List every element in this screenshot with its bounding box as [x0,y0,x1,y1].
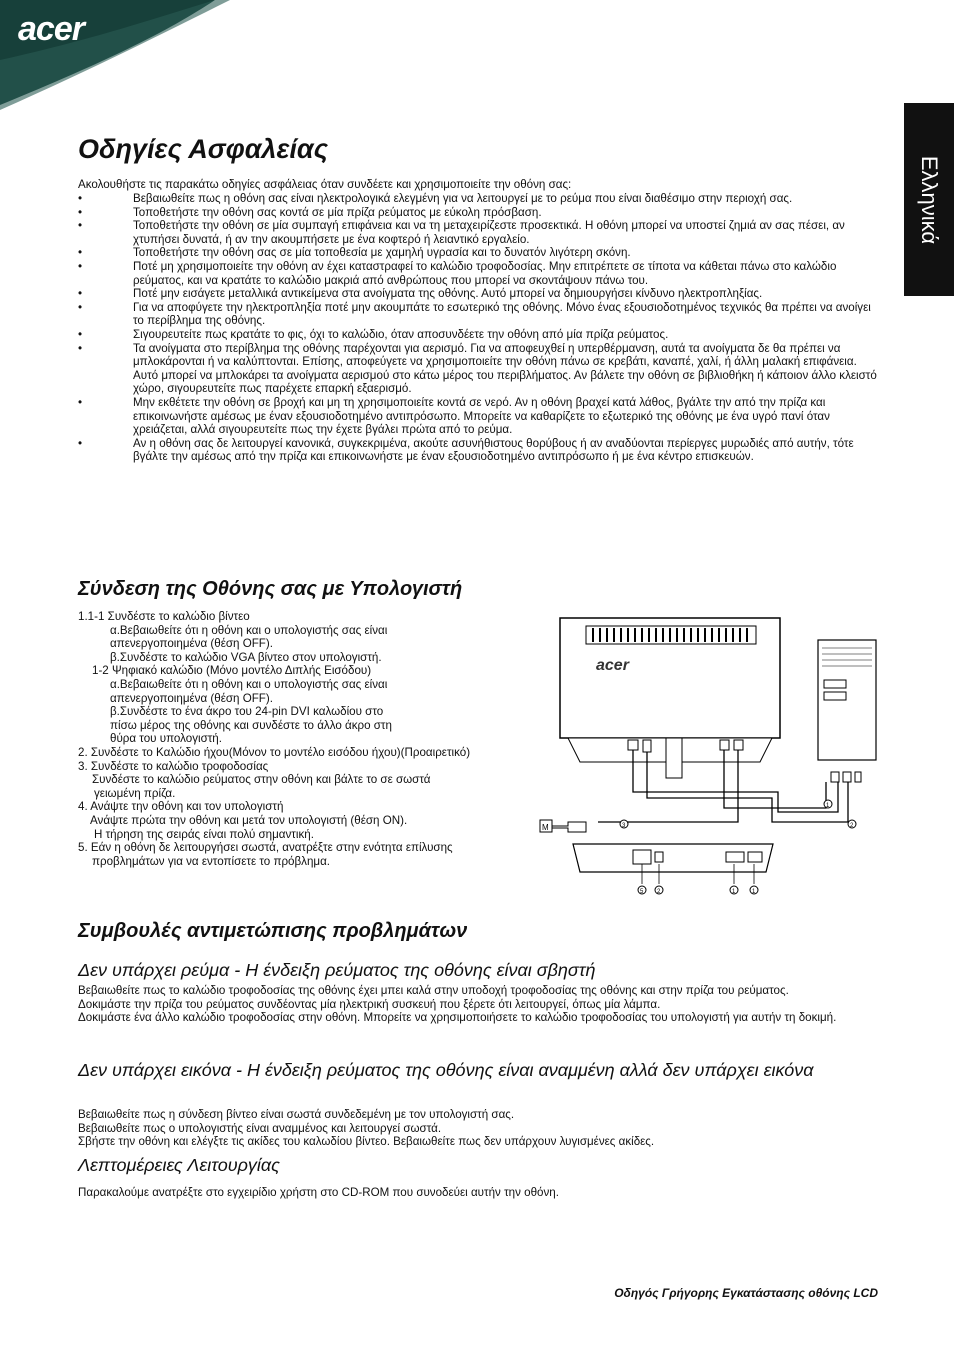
language-tab [904,103,954,296]
safety-intro: Ακολουθήστε τις παρακάτω οδηγίες ασφάλειας όταν συνδέετε και χρησιμοποιείτε την οθόνη σας: [78,178,572,191]
callout-label: 2 [850,823,854,829]
trouble-title: Συμβουλές αντιμετώπισης προβλημάτων [78,920,468,942]
callout-label: 2 [657,889,661,895]
power-plug [552,822,586,832]
callout-label: 1 [826,803,830,809]
step-line: γειωμένη πρίζα. [94,786,176,800]
step-line: β.Συνδέστε το ένα άκρο του 24-pin DVI καλωδίου στο [110,705,384,719]
page-footer: Οδηγός Γρήγορης Εγκατάστασης οθόνης LCD [614,1286,878,1300]
list-item: • Σιγουρευτείτε πως κρατάτε το φις, όχι το καλώδιο, όταν αποσυνδέετε την οθόνη από μία πρίζα ρεύματος. [78,328,878,342]
pc-connector [843,772,851,782]
label-m: M [542,823,549,832]
language-tab-label: Ελληνικά [917,155,942,244]
step-line: 2. Συνδέστε το Καλώδιο ήχου(Μόνον το μοντέλο εισόδου ήχου)(Προαιρετικό) [78,745,471,759]
callout-label: 1 [732,889,736,895]
list-item: • Τοποθετήστε την οθόνη σας κοντά σε μία πρίζα ρεύματος με εύκολη πρόσβαση. [78,206,878,220]
list-item: • Ποτέ μη χρησιμοποιείτε την οθόνη αν έχει καταστραφεί το καλώδιο τροφοδοσίας. Μην επιτρέπετε σε τίποτα να κάθεται πάνω στο καλώδιο ρεύματος, και να κρατάτε το καλώδιο μακριά από ανθρώπους που μπορεί να σκοντάψουν πάνω του. [78,260,878,287]
monitor-port [720,740,729,750]
monitor-port [734,740,743,750]
step-line: β.Συνδέστε το καλώδιο VGA βίντεο στον υπολογιστή. [110,650,382,664]
step-line: 1-2 Ψηφιακό καλώδιο (Μόνο μοντέλο Διπλής Εισόδου) [92,664,372,678]
list-item: • Ποτέ μην εισάγετε μεταλλικά αντικείμενα στα ανοίγματα της οθόνης. Αυτό μπορεί να δημιουργήσει κίνδυνο ηλεκτροπληξίας. [78,287,878,301]
acer-logo: acer [18,10,84,48]
connect-title: Σύνδεση της Οθόνης σας με Υπολογιστή [78,578,463,600]
step-line: α.Βεβαιωθείτε ότι η οθόνη και ο υπολογιστής σας είναι [110,677,388,691]
monitor-port [643,740,651,752]
connect-steps [78,610,548,868]
step-line: απενεργοποιημένα (θέση OFF). [110,637,273,651]
step-line: 3. Συνδέστε το καλώδιο τροφοδοσίας [78,759,269,773]
callout-label: 3 [622,823,626,829]
text-line: Δοκιμάστε την πρίζα του ρεύματος συνδέοντας μία ηλεκτρική συσκευή που ξέρετε ότι λειτουργεί, όπως μία λάμπα. [78,997,661,1011]
step-line: 4. Ανάψτε την οθόνη και τον υπολογιστή [78,800,284,814]
power-switch [655,852,663,862]
no-power-text [78,984,878,1025]
no-power-title: Δεν υπάρχει ρεύμα - Η ένδειξη ρεύματος της οθόνης είναι σβηστή [78,960,596,980]
no-image-text [78,1108,878,1149]
list-item: • Βεβαιωθείτε πως η οθόνη σας είναι ηλεκτρολογικά ελεγμένη για να λειτουργεί με το ρεύμα που είναι διαθέσιμο στην περιοχή σας. [78,192,878,206]
no-image-title: Δεν υπάρχει εικόνα - Η ένδειξη ρεύματος της οθόνης είναι αναμμένη αλλά δεν υπάρχει εικόνα [78,1060,814,1080]
details-title: Λεπτομέρειες Λειτουργίας [78,1155,280,1175]
callout-label: 5 [640,889,644,895]
step-line: πίσω μέρος της οθόνης και συνδέστε το άλλο άκρο στη [110,718,392,732]
pc-drive-bay [824,680,846,688]
dvi-port [748,852,762,862]
pc-drive-bay [824,692,846,700]
step-line: α.Βεβαιωθείτε ότι η οθόνη και ο υπολογιστής σας είναι [110,623,388,637]
step-line: Συνδέστε το καλώδιο ρεύματος στην οθόνη και βάλτε το σε σωστά [92,773,431,787]
safety-title: Οδηγίες Ασφαλείας [78,134,328,164]
details-text: Παρακαλούμε ανατρέξτε στο εγχειρίδιο χρήστη στο CD-ROM που συνοδεύει αυτήν την οθόνη. [78,1186,559,1199]
step-line: απενεργοποιημένα (θέση OFF). [110,691,273,705]
diagram-brand-label: acer [596,657,629,674]
monitor-stand [666,738,682,778]
text-line: Βεβαιωθείτε πως ο υπολογιστής είναι αναμμένος και λειτουργεί σωστά. [78,1121,442,1135]
text-line: Σβήστε την οθόνη και ελέγξτε τις ακίδες του καλωδίου βίντεο. Βεβαιωθείτε πως δεν υπάρχουν λυγισμένες ακίδες. [78,1135,655,1149]
step-line: προβλημάτων για να εντοπίσετε το πρόβλημα. [92,854,331,868]
step-line: Η τήρηση της σειράς είναι πολύ σημαντική. [94,827,314,841]
step-line: θύρα του υπολογιστή. [110,732,222,746]
step-line: Ανάψτε πρώτα την οθόνη και μετά τον υπολογιστή (θέση ON). [90,813,408,827]
text-line: Δοκιμάστε ένα άλλο καλώδιο τροφοδοσίας στην οθόνη. Μπορείτε να χρησιμοποιήσετε το καλώδιο τροφοδοσίας του υπολογιστή για αυτήν τη δοκιμή. [78,1011,837,1025]
pc-connector [855,772,861,782]
list-item: • Τοποθετήστε την οθόνη σας σε μία τοποθεσία με χαμηλή υγρασία και το δυνατόν λιγότερη σκόνη. [78,246,878,260]
monitor-port [628,740,638,750]
text-line: Βεβαιωθείτε πως το καλώδιο τροφοδοσίας της οθόνης έχει μπει καλά στην υποδοχή τροφοδοσίας της οθόνης και στην πρίζα του ρεύματος. [78,984,789,997]
vga-port [726,852,744,862]
list-item: • Μην εκθέτετε την οθόνη σε βροχή και μη τη χρησιμοποιείτε κοντά σε νερό. Αν η οθόνη βραχεί κατά λάθος, βγάλτε την από την πρίζα και επικοινωνήστε αμέσως με έναν εξουσιοδοτημένο αντιπρόσωπο. Μπορείτε να καθαρίζετε το εξωτερικό της οθόνης με ένα υγρό πανί όταν χρειάζεται, αλλά σιγουρευτείτε πως την έχετε βγάλει πρώτα από το ρεύμα. [78,396,878,437]
list-item: • Τοποθετήστε την οθόνη σε μία συμπαγή επιφάνεια και να τη μεταχειρίζεστε προσεκτικά. Η οθόνη μπορεί να υποστεί ζημιά αν σας πέσει, αν χτυπήσει δυνατά, ή αν την ακουμπήσετε με ένα κοφτερό ή λειαντικό εργαλείο. [78,219,878,246]
header-banner [0,0,954,110]
list-item: • Αν η οθόνη σας δε λειτουργεί κανονικά, συγκεκριμένα, ακούτε ασυνήθιστους θορύβους ή αν αναδύονται περίεργες μυρωδιές από αυτήν, τότε βγάλτε την αμέσως από την πρίζα και επικοινωνήστε με έναν εξουσιοδοτημένο αντιπρόσωπο ή με ένα κέντρο επισκευών. [78,437,878,464]
list-item: • Τα ανοίγματα στο περίβλημα της οθόνης παρέχονται για αερισμό. Για να αποφευχθεί η υπερθέρμανση, αυτά τα ανοίγματα δε θα πρέπει να μπλοκάρονται ή να καλύπτονται. Επίσης, αποφεύγετε να χρησιμοποιείτε την οθόνη πάνω σε κρεβάτι, καναπέ, χαλί, ή άλλη μαλακή επιφάνεια. Αυτό μπορεί να μπλοκάρει τα ανοίγματα αερισμού στο κάτω μέρος του περιβλήματος. Αν βάλετε την οθόνη σε βιβλιοθήκη ή κάποιον άλλο κλειστό χώρο, σιγουρευτείτε πως παρέχετε επαρκή εξαερισμό. [78,342,878,396]
text-line: Βεβαιωθείτε πως η σύνδεση βίντεο είναι σωστά συνδεδεμένη με τον υπολογιστή σας. [78,1108,515,1121]
connection-diagram [538,612,880,902]
step-line: 1.1-1 Συνδέστε το καλώδιο βίντεο [78,610,250,623]
step-line: 5. Εάν η οθόνη δε λειτουργήσει σωστά, ανατρέξτε στην ενότητα επίλυσης [78,841,453,855]
power-socket [633,850,651,864]
callout-label: 1 [752,889,756,895]
safety-list [78,192,878,464]
list-item: • Για να αποφύγετε την ηλεκτροπληξία ποτέ μην ακουμπάτε το εσωτερικό της οθόνης. Μόνο ένας εξουσιοδοτημένος τεχνικός θα πρέπει να ανοίγει το περίβλημα της οθόνης. [78,301,878,328]
pc-connector [831,772,839,782]
